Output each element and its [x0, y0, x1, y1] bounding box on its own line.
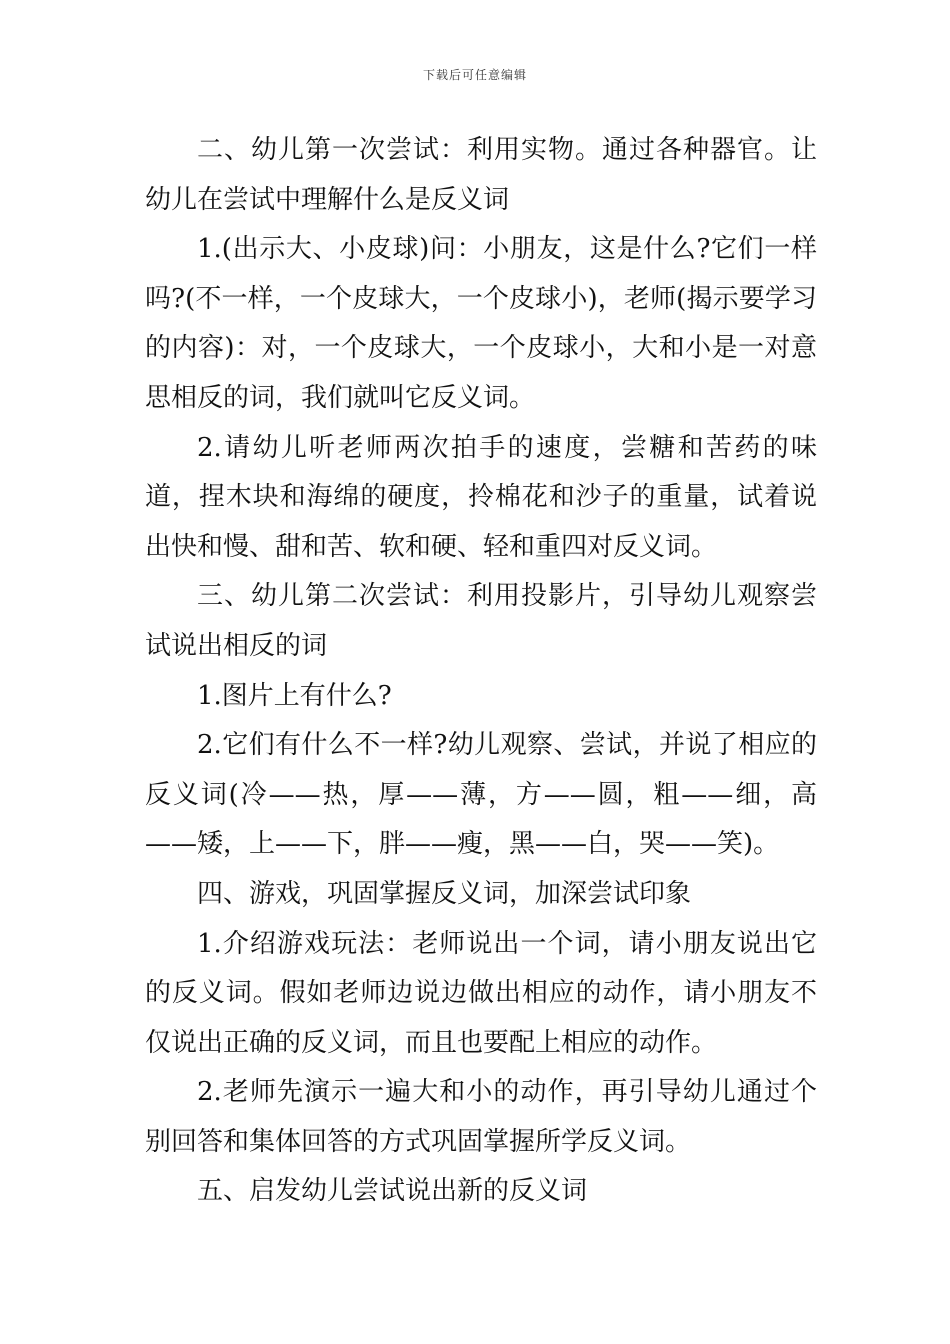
- document-body: [145, 126, 817, 1217]
- paragraph-4-1: 1.介绍游戏玩法：老师说出一个词，请小朋友说出它的反义词。假如老师边说边做出相应的动作，请小朋友不仅说出正确的反义词，而且也要配上相应的动作。: [145, 928, 817, 1058]
- paragraph-2-1: 1.(出示大、小皮球)问：小朋友，这是什么?它们一样吗?(不一样，一个皮球大，一个皮球小)，老师(揭示要学习的内容)：对，一个皮球大，一个皮球小，大和小是一对意思相反的词，我们就叫它反义词。: [145, 234, 817, 413]
- section-heading-5: 五、启发幼儿尝试说出新的反义词: [197, 1176, 588, 1207]
- section-heading-4: 四、游戏，巩固掌握反义词，加深尝试印象: [197, 878, 692, 909]
- paragraph-3-2: 2.它们有什么不一样?幼儿观察、尝试，并说了相应的反义词(冷——热，厚——薄，方——圆，粗——细，高——矮，上——下，胖——瘦，黑——白，哭——笑)。: [145, 730, 817, 860]
- section-heading-3: 三、幼儿第二次尝试：利用投影片，引导幼儿观察尝试说出相反的词: [145, 581, 817, 661]
- paragraph-2-2: 2.请幼儿听老师两次拍手的速度，尝糖和苦药的味道，捏木块和海绵的硬度，拎棉花和沙子的重量，试着说出快和慢、甜和苦、软和硬、轻和重四对反义词。: [145, 432, 817, 562]
- paragraph-3-1: 1.图片上有什么?: [197, 680, 392, 711]
- page-header: 下载后可任意编辑: [422, 68, 527, 82]
- section-heading-2: 二、幼儿第一次尝试：利用实物。通过各种器官。让幼儿在尝试中理解什么是反义词: [145, 135, 817, 215]
- paragraph-4-2: 2.老师先演示一遍大和小的动作，再引导幼儿通过个别回答和集体回答的方式巩固掌握所学反义词。: [145, 1077, 817, 1157]
